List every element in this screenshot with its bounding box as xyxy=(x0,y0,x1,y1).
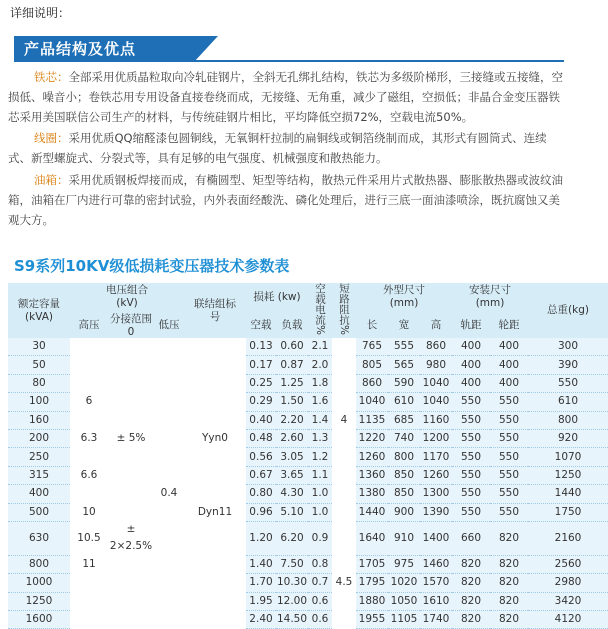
cell-weight: 2980 xyxy=(528,574,608,592)
paragraph-tank xyxy=(8,170,568,230)
cell-impedance xyxy=(332,555,356,573)
cell-height: 1300 xyxy=(420,485,452,503)
header-no-load: 空载 xyxy=(246,311,276,338)
cell-tap xyxy=(108,411,154,429)
cell-length: 1135 xyxy=(356,411,388,429)
cell-hv: 11 xyxy=(82,558,96,571)
detail-title: 详细说明： xyxy=(10,6,71,20)
cell-lv xyxy=(154,429,184,447)
cell-weight: 1750 xyxy=(528,503,608,521)
cell-wheel: 820 xyxy=(490,611,528,629)
cell-weight: 610 xyxy=(528,393,608,411)
cell-tap xyxy=(108,611,154,629)
cell-hv xyxy=(70,411,108,429)
cell-hv xyxy=(70,448,108,466)
cell-load: 7.50 xyxy=(276,555,308,573)
cell-height: 860 xyxy=(420,338,452,356)
cell-load: 6.20 xyxy=(276,521,308,555)
header-tap: 分接范围0 xyxy=(110,313,152,338)
cell-lv xyxy=(154,356,184,374)
cell-impedance xyxy=(332,356,356,374)
table-row xyxy=(8,574,608,592)
cell-load: 1.50 xyxy=(276,393,308,411)
cell-wheel: 550 xyxy=(490,466,528,484)
cell-group: Dyn11 xyxy=(197,505,233,518)
cell-group xyxy=(184,393,246,411)
paragraph-text: 全部采用优质晶粒取向冷轧硅钢片，全斜无孔绑扎结构，铁芯为多级阶梯形，三接缝或五接缝，空损低、噪音小；卷铁芯用专用设备直接卷绕而成，无接缝、无角重，减少了磁组，空损低；非晶合金变压器铁芯采用美国联信公司生产的材料，与传统硅钢片相比，平均降低空损72%，空载电流50%。 xyxy=(8,70,563,124)
cell-no-load: 1.40 xyxy=(246,555,276,573)
cell-hv: 10.5 xyxy=(77,531,101,544)
cell-no-load: 2.40 xyxy=(246,611,276,629)
cell-impedance xyxy=(332,503,356,521)
paragraph-key: 铁芯： xyxy=(34,70,69,84)
paragraph-key: 线圈： xyxy=(34,131,69,145)
cell-weight: 1440 xyxy=(528,485,608,503)
cell-load: 5.10 xyxy=(276,503,308,521)
cell-track: 550 xyxy=(452,466,490,484)
cell-hv: 10 xyxy=(82,505,96,518)
cell-track: 550 xyxy=(452,485,490,503)
cell-height: 1200 xyxy=(420,429,452,447)
cell-no-load: 1.20 xyxy=(246,521,276,555)
header-load: 负载 xyxy=(276,311,308,338)
cell-track: 820 xyxy=(452,592,490,610)
cell-hv xyxy=(70,374,108,392)
cell-wheel: 820 xyxy=(490,592,528,610)
cell-width: 1020 xyxy=(388,574,420,592)
cell-tap xyxy=(108,466,154,484)
header-voltage: 电压组合 (kV) xyxy=(70,283,184,311)
header-group: 联结组标号 xyxy=(184,283,246,338)
cell-group xyxy=(184,374,246,392)
table-row xyxy=(8,521,608,555)
table-title: S9系列10KV级低损耗变压器技术参数表 xyxy=(14,257,290,275)
cell-weight: 1250 xyxy=(528,466,608,484)
cell-track: 550 xyxy=(452,411,490,429)
cell-length: 1640 xyxy=(356,521,388,555)
cell-current: 0.6 xyxy=(308,592,332,610)
cell-group xyxy=(184,338,246,356)
cell-tap xyxy=(108,485,154,503)
header-capacity: 额定容量 (kVA) xyxy=(8,283,70,338)
cell-weight: 2160 xyxy=(528,521,608,555)
header-loss: 损耗 (kw) xyxy=(246,283,308,311)
table-row xyxy=(8,356,608,374)
cell-impedance xyxy=(332,393,356,411)
header-install: 安装尺寸 (mm) xyxy=(452,283,528,311)
cell-impedance xyxy=(332,338,356,356)
cell-length: 1440 xyxy=(356,503,388,521)
cell-weight: 300 xyxy=(528,338,608,356)
section-banner xyxy=(14,36,564,62)
cell-tap xyxy=(108,592,154,610)
cell-track: 400 xyxy=(452,338,490,356)
cell-tap xyxy=(108,574,154,592)
cell-tap xyxy=(108,338,154,356)
cell-hv xyxy=(70,485,108,503)
cell-capacity: 500 xyxy=(8,503,70,521)
cell-wheel: 550 xyxy=(490,411,528,429)
table-row xyxy=(8,411,608,429)
cell-current: 1.0 xyxy=(308,503,332,521)
cell-current: 0.8 xyxy=(308,555,332,573)
cell-lv xyxy=(154,466,184,484)
cell-no-load: 0.40 xyxy=(246,411,276,429)
cell-weight: 4120 xyxy=(528,611,608,629)
cell-wheel: 550 xyxy=(490,503,528,521)
cell-width: 740 xyxy=(388,429,420,447)
cell-capacity: 30 xyxy=(8,338,70,356)
table-row xyxy=(8,485,608,503)
cell-length: 1880 xyxy=(356,592,388,610)
cell-group xyxy=(184,574,246,592)
cell-height: 1460 xyxy=(420,555,452,573)
cell-group xyxy=(184,592,246,610)
cell-load: 12.00 xyxy=(276,592,308,610)
cell-wheel: 400 xyxy=(490,356,528,374)
cell-track: 550 xyxy=(452,393,490,411)
table-row xyxy=(8,338,608,356)
cell-current: 1.0 xyxy=(308,485,332,503)
cell-capacity: 80 xyxy=(8,374,70,392)
cell-no-load: 0.96 xyxy=(246,503,276,521)
cell-current: 1.1 xyxy=(308,466,332,484)
cell-width: 590 xyxy=(388,374,420,392)
cell-length: 1705 xyxy=(356,555,388,573)
cell-group xyxy=(184,611,246,629)
cell-weight: 2560 xyxy=(528,555,608,573)
cell-lv xyxy=(154,374,184,392)
cell-width: 1105 xyxy=(388,611,420,629)
cell-length: 1380 xyxy=(356,485,388,503)
cell-tap: ± 2×2.5% xyxy=(109,523,153,553)
cell-width: 900 xyxy=(388,503,420,521)
cell-impedance: 4 xyxy=(340,413,348,426)
cell-lv xyxy=(154,338,184,356)
cell-load: 1.25 xyxy=(276,374,308,392)
cell-no-load: 0.13 xyxy=(246,338,276,356)
cell-no-load: 0.17 xyxy=(246,356,276,374)
cell-no-load: 0.25 xyxy=(246,374,276,392)
cell-wheel: 820 xyxy=(490,574,528,592)
cell-width: 685 xyxy=(388,411,420,429)
cell-length: 1360 xyxy=(356,466,388,484)
table-body xyxy=(8,338,608,629)
cell-tap xyxy=(108,448,154,466)
paragraph-core xyxy=(8,67,568,127)
table-row xyxy=(8,374,608,392)
cell-track: 550 xyxy=(452,448,490,466)
spec-table xyxy=(8,283,608,629)
cell-impedance xyxy=(332,429,356,447)
cell-impedance xyxy=(332,374,356,392)
cell-height: 1170 xyxy=(420,448,452,466)
header-impedance: 短路阻抗% xyxy=(332,283,356,338)
cell-capacity: 200 xyxy=(8,429,70,447)
cell-no-load: 1.95 xyxy=(246,592,276,610)
cell-length: 765 xyxy=(356,338,388,356)
cell-length: 1260 xyxy=(356,448,388,466)
cell-height: 1740 xyxy=(420,611,452,629)
cell-lv: 0.4 xyxy=(160,487,178,500)
cell-height: 1160 xyxy=(420,411,452,429)
cell-wheel: 820 xyxy=(490,521,528,555)
cell-lv xyxy=(154,592,184,610)
cell-wheel: 820 xyxy=(490,555,528,573)
cell-current: 1.3 xyxy=(308,429,332,447)
cell-length: 1220 xyxy=(356,429,388,447)
cell-capacity: 400 xyxy=(8,485,70,503)
cell-current: 1.8 xyxy=(308,374,332,392)
cell-weight: 390 xyxy=(528,356,608,374)
cell-width: 565 xyxy=(388,356,420,374)
cell-hv xyxy=(70,574,108,592)
cell-lv xyxy=(154,555,184,573)
cell-impedance xyxy=(332,611,356,629)
cell-height: 1610 xyxy=(420,592,452,610)
header-lv: 低压 xyxy=(154,311,184,338)
cell-track: 550 xyxy=(452,429,490,447)
cell-impedance xyxy=(332,466,356,484)
cell-wheel: 550 xyxy=(490,448,528,466)
cell-track: 400 xyxy=(452,356,490,374)
cell-current: 2.1 xyxy=(308,338,332,356)
header-weight: 总重(kg) xyxy=(528,283,608,338)
cell-hv xyxy=(70,356,108,374)
cell-lv xyxy=(154,448,184,466)
table-row xyxy=(8,592,608,610)
cell-load: 0.87 xyxy=(276,356,308,374)
cell-current: 0.7 xyxy=(308,574,332,592)
cell-group xyxy=(184,485,246,503)
cell-group: Yyn0 xyxy=(202,432,228,445)
cell-lv xyxy=(154,411,184,429)
cell-weight: 3420 xyxy=(528,592,608,610)
cell-height: 1260 xyxy=(420,466,452,484)
cell-track: 400 xyxy=(452,374,490,392)
paragraph-key: 油箱： xyxy=(34,173,69,187)
cell-no-load: 0.56 xyxy=(246,448,276,466)
cell-length: 1795 xyxy=(356,574,388,592)
cell-length: 805 xyxy=(356,356,388,374)
cell-current: 0.9 xyxy=(308,521,332,555)
cell-lv xyxy=(154,503,184,521)
cell-capacity: 1000 xyxy=(8,574,70,592)
banner-underline xyxy=(14,60,564,62)
header-width: 宽 xyxy=(388,311,420,338)
cell-hv: 6.3 xyxy=(80,432,98,445)
header-track: 轨距 xyxy=(452,311,490,338)
cell-wheel: 400 xyxy=(490,338,528,356)
cell-load: 3.05 xyxy=(276,448,308,466)
header-height: 高 xyxy=(420,311,452,338)
cell-group xyxy=(184,521,246,555)
table-row xyxy=(8,611,608,629)
cell-weight: 800 xyxy=(528,411,608,429)
cell-tap xyxy=(108,356,154,374)
cell-width: 1050 xyxy=(388,592,420,610)
cell-group xyxy=(184,466,246,484)
cell-impedance: 4.5 xyxy=(335,576,353,589)
cell-impedance xyxy=(332,448,356,466)
table-row xyxy=(8,429,608,447)
cell-length: 1955 xyxy=(356,611,388,629)
paragraph-coil xyxy=(8,128,568,168)
cell-load: 2.20 xyxy=(276,411,308,429)
banner-label: 产品结构及优点 xyxy=(24,40,137,58)
cell-track: 820 xyxy=(452,574,490,592)
cell-capacity: 1250 xyxy=(8,592,70,610)
cell-width: 850 xyxy=(388,466,420,484)
cell-height: 1040 xyxy=(420,374,452,392)
cell-height: 1040 xyxy=(420,393,452,411)
cell-weight: 550 xyxy=(528,374,608,392)
cell-track: 820 xyxy=(452,611,490,629)
cell-hv: 6 xyxy=(85,395,93,408)
cell-weight: 920 xyxy=(528,429,608,447)
header-dims: 外型尺寸 (mm) xyxy=(356,283,452,311)
cell-capacity: 800 xyxy=(8,555,70,573)
cell-tap: ± 5% xyxy=(116,432,146,445)
table-row xyxy=(8,393,608,411)
cell-capacity: 315 xyxy=(8,466,70,484)
cell-tap xyxy=(108,503,154,521)
cell-current: 1.4 xyxy=(308,411,332,429)
cell-capacity: 250 xyxy=(8,448,70,466)
cell-load: 2.60 xyxy=(276,429,308,447)
cell-group xyxy=(184,356,246,374)
cell-width: 555 xyxy=(388,338,420,356)
cell-length: 1040 xyxy=(356,393,388,411)
cell-capacity: 630 xyxy=(8,521,70,555)
cell-hv: 6.6 xyxy=(80,468,98,481)
cell-impedance xyxy=(332,592,356,610)
cell-tap xyxy=(108,393,154,411)
cell-height: 1570 xyxy=(420,574,452,592)
cell-load: 14.50 xyxy=(276,611,308,629)
cell-length: 860 xyxy=(356,374,388,392)
cell-lv xyxy=(154,611,184,629)
cell-capacity: 1600 xyxy=(8,611,70,629)
cell-impedance xyxy=(332,521,356,555)
cell-no-load: 0.80 xyxy=(246,485,276,503)
cell-wheel: 400 xyxy=(490,374,528,392)
cell-load: 10.30 xyxy=(276,574,308,592)
cell-hv xyxy=(70,611,108,629)
cell-load: 4.30 xyxy=(276,485,308,503)
cell-group xyxy=(184,411,246,429)
cell-wheel: 550 xyxy=(490,429,528,447)
paragraph-text: 采用优质钢板焊接而成，有椭圆型、矩型等结构，散热元件采用片式散热器、膨胀散热器或波纹油箱，油箱在厂内进行可靠的密封试验，内外表面经酸洗、磷化处理后，进行三底一面油漆喷涂，既抗腐蚀又美观大方。 xyxy=(8,173,563,227)
cell-track: 550 xyxy=(452,503,490,521)
cell-load: 3.65 xyxy=(276,466,308,484)
header-current: 空载电流% xyxy=(308,283,332,338)
cell-height: 980 xyxy=(420,356,452,374)
paragraph-text: 采用优质QQ缩醛漆包圆铜线，无氧铜杆拉制的扁铜线或铜箔绕制而成，其形式有圆筒式、连续式、新型螺旋式、分裂式等，具有足够的电气强度、机械强度和散热能力。 xyxy=(8,131,547,165)
cell-height: 1390 xyxy=(420,503,452,521)
cell-capacity: 50 xyxy=(8,356,70,374)
cell-capacity: 100 xyxy=(8,393,70,411)
cell-lv xyxy=(154,521,184,555)
header-hv: 高压 xyxy=(70,311,108,338)
cell-lv xyxy=(154,574,184,592)
cell-group xyxy=(184,448,246,466)
cell-lv xyxy=(154,393,184,411)
header-length: 长 xyxy=(356,311,388,338)
cell-hv xyxy=(70,338,108,356)
cell-no-load: 0.29 xyxy=(246,393,276,411)
cell-height: 1400 xyxy=(420,521,452,555)
cell-capacity: 160 xyxy=(8,411,70,429)
cell-group xyxy=(184,555,246,573)
cell-width: 800 xyxy=(388,448,420,466)
header-wheel: 轮距 xyxy=(490,311,528,338)
cell-wheel: 550 xyxy=(490,393,528,411)
cell-current: 0.6 xyxy=(308,611,332,629)
cell-width: 610 xyxy=(388,393,420,411)
cell-hv xyxy=(70,592,108,610)
cell-width: 910 xyxy=(388,521,420,555)
cell-current: 1.2 xyxy=(308,448,332,466)
cell-impedance xyxy=(332,485,356,503)
table-row xyxy=(8,555,608,573)
cell-no-load: 1.70 xyxy=(246,574,276,592)
cell-weight: 1070 xyxy=(528,448,608,466)
cell-width: 850 xyxy=(388,485,420,503)
cell-current: 1.6 xyxy=(308,393,332,411)
table-row xyxy=(8,466,608,484)
cell-track: 820 xyxy=(452,555,490,573)
cell-tap xyxy=(108,555,154,573)
cell-no-load: 0.67 xyxy=(246,466,276,484)
cell-width: 975 xyxy=(388,555,420,573)
table-row xyxy=(8,503,608,521)
cell-tap xyxy=(108,374,154,392)
cell-track: 660 xyxy=(452,521,490,555)
cell-load: 0.60 xyxy=(276,338,308,356)
table-row xyxy=(8,448,608,466)
cell-no-load: 0.48 xyxy=(246,429,276,447)
cell-wheel: 550 xyxy=(490,485,528,503)
cell-current: 2.0 xyxy=(308,356,332,374)
